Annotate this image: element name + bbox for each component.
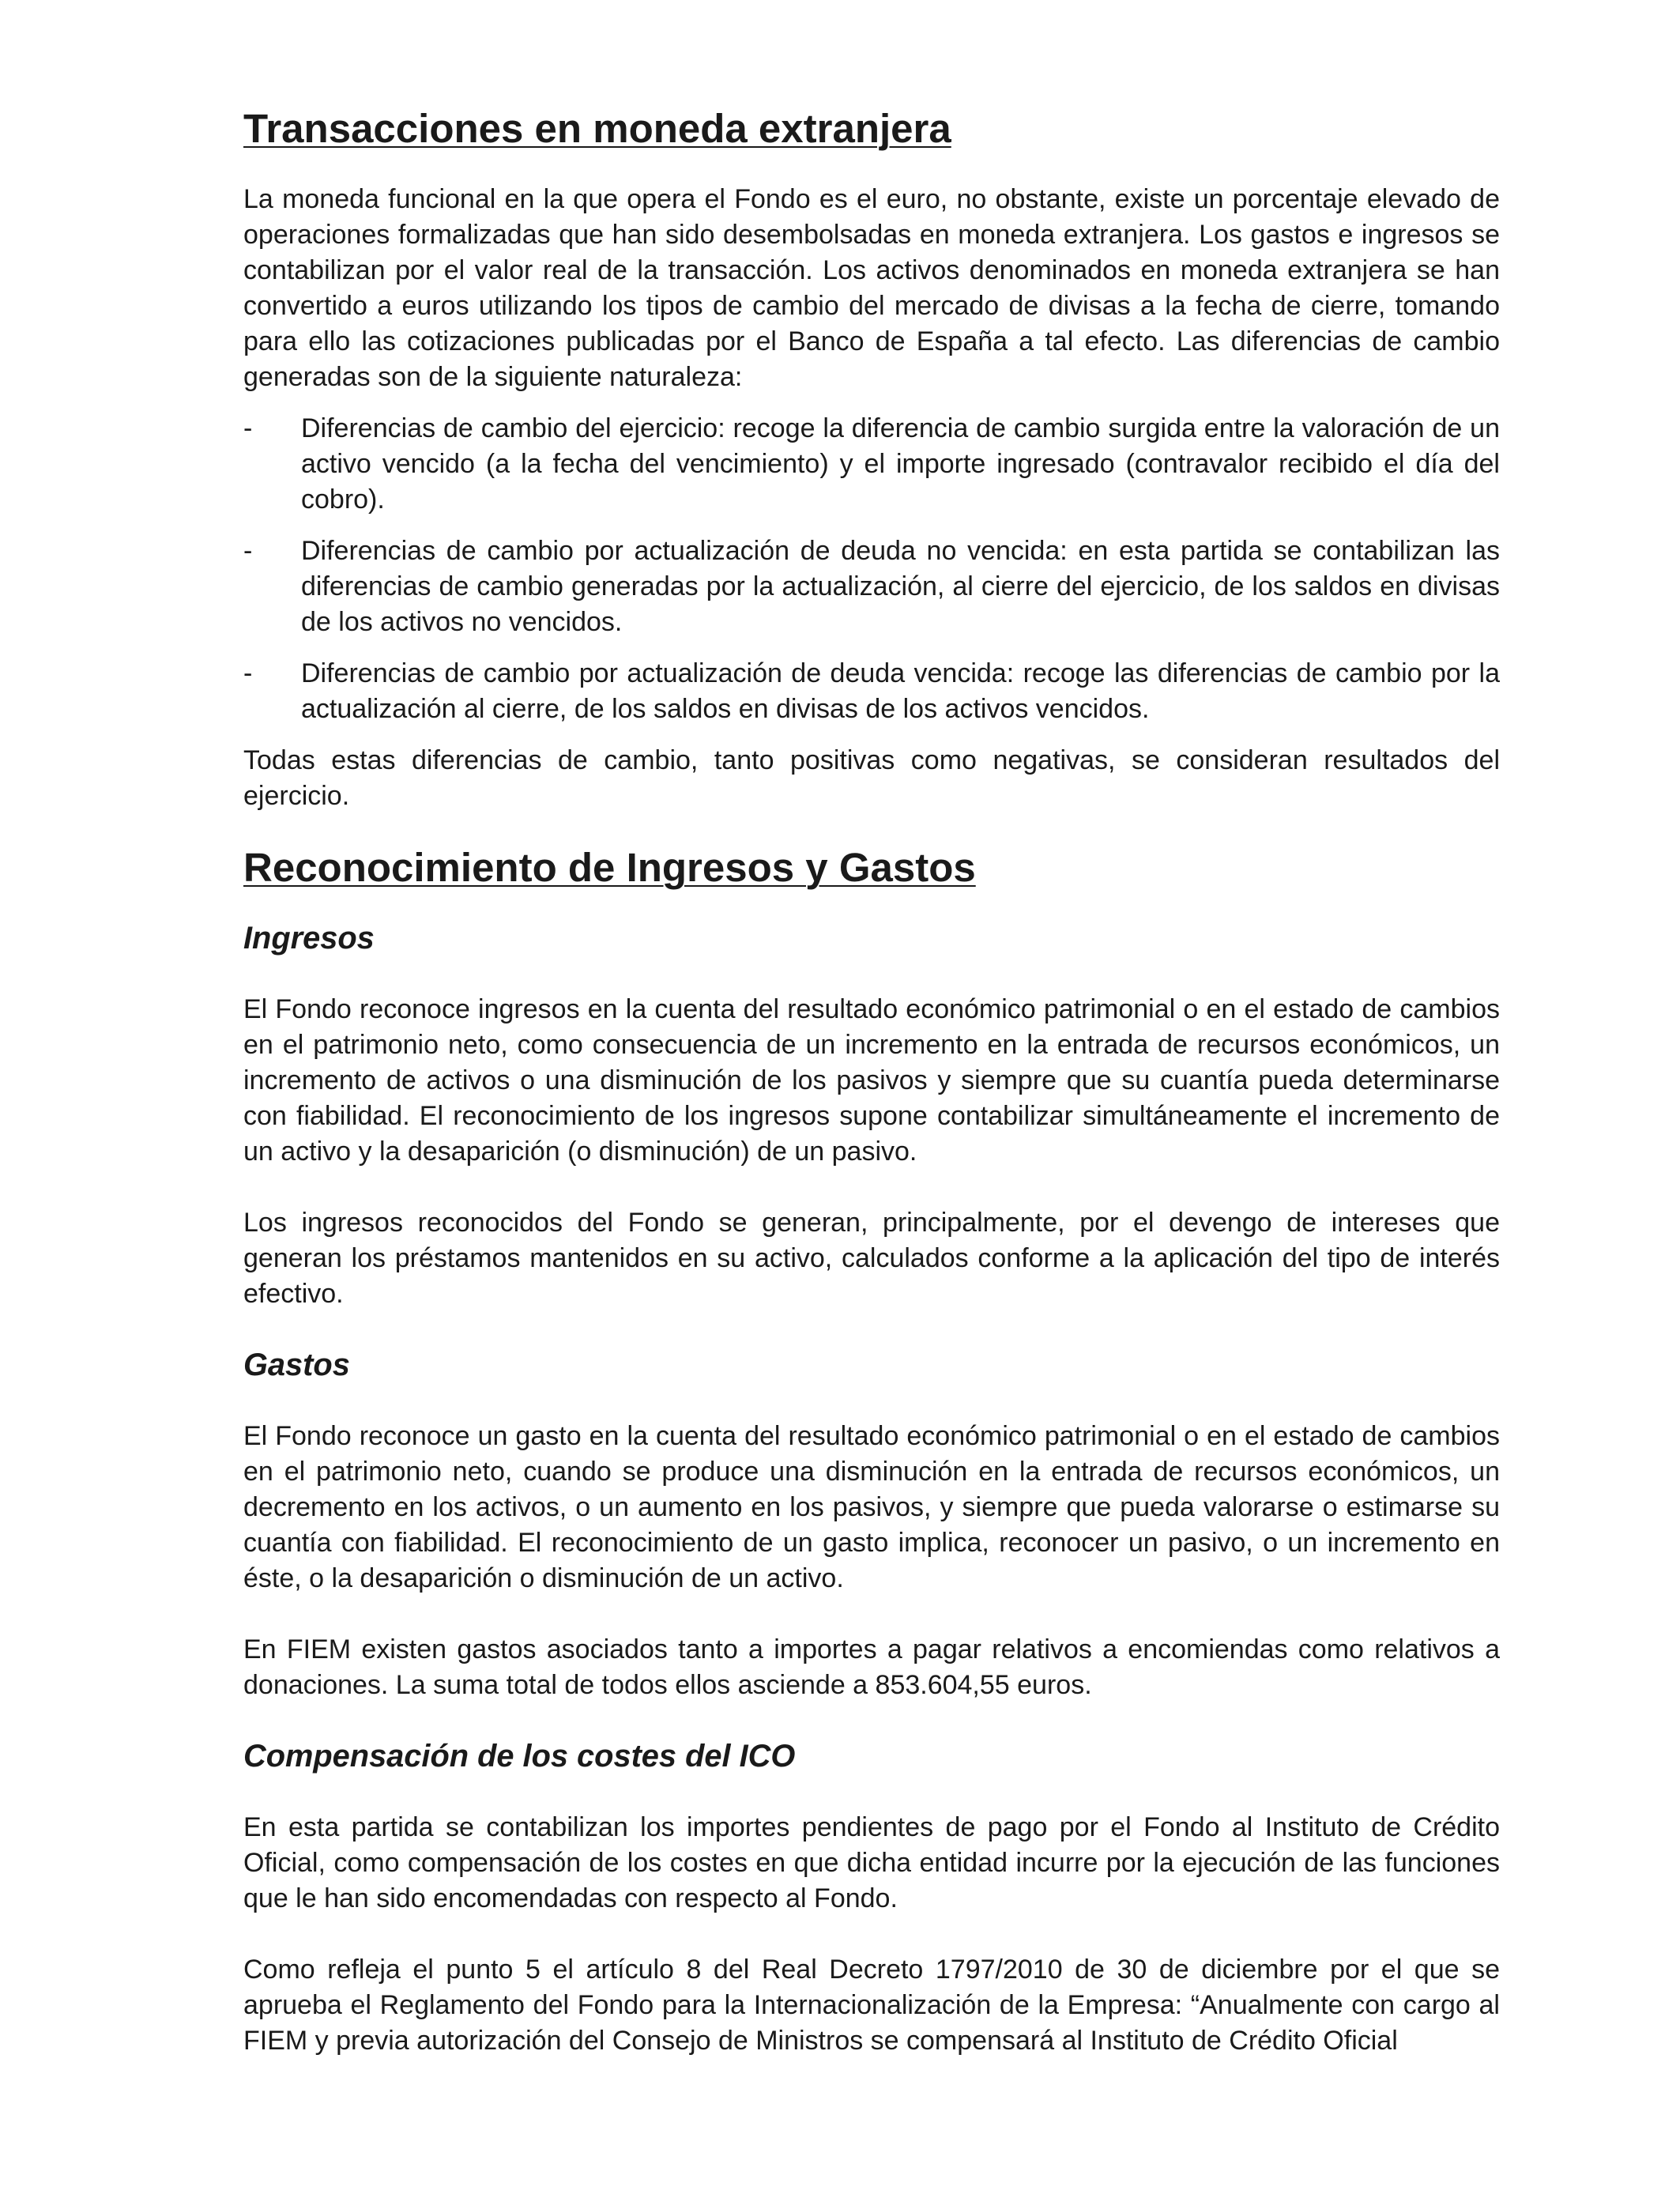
list-item-text: Diferencias de cambio del ejercicio: recoge la diferencia de cambio surgida entre la valoración de un activo vencido (a la fecha del vencimiento) y el importe ingresado (contravalor recibido el día del cobro). bbox=[301, 413, 1500, 515]
subheading-compensacion: Compensación de los costes del ICO bbox=[243, 1739, 796, 1774]
paragraph-transacciones-closing: Todas estas diferencias de cambio, tanto positivas como negativas, se consideran resultados del ejercicio. bbox=[243, 745, 1500, 811]
bullet-dash: - bbox=[243, 536, 253, 566]
paragraph-gastos-2: En FIEM existen gastos asociados tanto a importes a pagar relativos a encomiendas como relativos a donaciones. La suma total de todos ellos asciende a 853.604,55 euros. bbox=[243, 1634, 1500, 1700]
document-page bbox=[243, 106, 1500, 2059]
bullet-list-diferencias bbox=[243, 411, 1500, 727]
section-heading-transacciones: Transacciones en moneda extranjera bbox=[243, 106, 951, 151]
list-item bbox=[243, 533, 1500, 640]
list-item bbox=[243, 656, 1500, 727]
subheading-ingresos: Ingresos bbox=[243, 921, 375, 956]
paragraph-compensacion-2: Como refleja el punto 5 el artículo 8 del Real Decreto 1797/2010 de 30 de diciembre por el que se aprueba el Reglamento del Fondo para la Internacionalización de la Empresa: “Anualmente con cargo al FIEM y previa autorización del Consejo de Ministros se compensará al Instituto de Crédito Oficial bbox=[243, 1955, 1500, 2056]
section-heading-reconocimiento: Reconocimiento de Ingresos y Gastos bbox=[243, 845, 976, 890]
bullet-dash: - bbox=[243, 413, 253, 443]
list-item bbox=[243, 411, 1500, 518]
bullet-dash: - bbox=[243, 658, 253, 688]
paragraph-compensacion-1: En esta partida se contabilizan los importes pendientes de pago por el Fondo al Instituto de Crédito Oficial, como compensación de los costes en que dicha entidad incurre por la ejecución de las funciones que le han sido encomendadas con respecto al Fondo. bbox=[243, 1812, 1500, 1913]
list-item-text: Diferencias de cambio por actualización de deuda vencida: recoge las diferencias de cambio por la actualización al cierre, de los saldos en divisas de los activos vencidos. bbox=[301, 658, 1500, 724]
list-item-text: Diferencias de cambio por actualización de deuda no vencida: en esta partida se contabilizan las diferencias de cambio generadas por la actualización, al cierre del ejercicio, de los saldos en divisas de los activos no vencidos. bbox=[301, 536, 1500, 637]
paragraph-transacciones-intro: La moneda funcional en la que opera el Fondo es el euro, no obstante, existe un porcentaje elevado de operaciones formalizadas que han sido desembolsadas en moneda extranjera. Los gastos e ingresos se contabilizan por el valor real de la transacción. Los activos denominados en moneda extranjera se han convertido a euros utilizando los tipos de cambio del mercado de divisas a la fecha de cierre, tomando para ello las cotizaciones publicadas por el Banco de España a tal efecto. Las diferencias de cambio generadas son de la siguiente naturaleza: bbox=[243, 184, 1500, 392]
paragraph-gastos-1: El Fondo reconoce un gasto en la cuenta del resultado económico patrimonial o en el estado de cambios en el patrimonio neto, cuando se produce una disminución en la entrada de recursos económicos, un decremento en los activos, o un aumento en los pasivos, y siempre que pueda valorarse o estimarse su cuantía con fiabilidad. El reconocimiento de un gasto implica, reconocer un pasivo, o un incremento en éste, o la desaparición o disminución de un activo. bbox=[243, 1421, 1500, 1593]
paragraph-ingresos-2: Los ingresos reconocidos del Fondo se generan, principalmente, por el devengo de intereses que generan los préstamos mantenidos en su activo, calculados conforme a la aplicación del tipo de interés efectivo. bbox=[243, 1208, 1500, 1309]
paragraph-ingresos-1: El Fondo reconoce ingresos en la cuenta del resultado económico patrimonial o en el estado de cambios en el patrimonio neto, como consecuencia de un incremento en la entrada de recursos económicos, un incremento de activos o una disminución de los pasivos y siempre que su cuantía pueda determinarse con fiabilidad. El reconocimiento de los ingresos supone contabilizar simultáneamente el incremento de un activo y la desaparición (o disminución) de un pasivo. bbox=[243, 994, 1500, 1167]
subheading-gastos: Gastos bbox=[243, 1348, 350, 1382]
